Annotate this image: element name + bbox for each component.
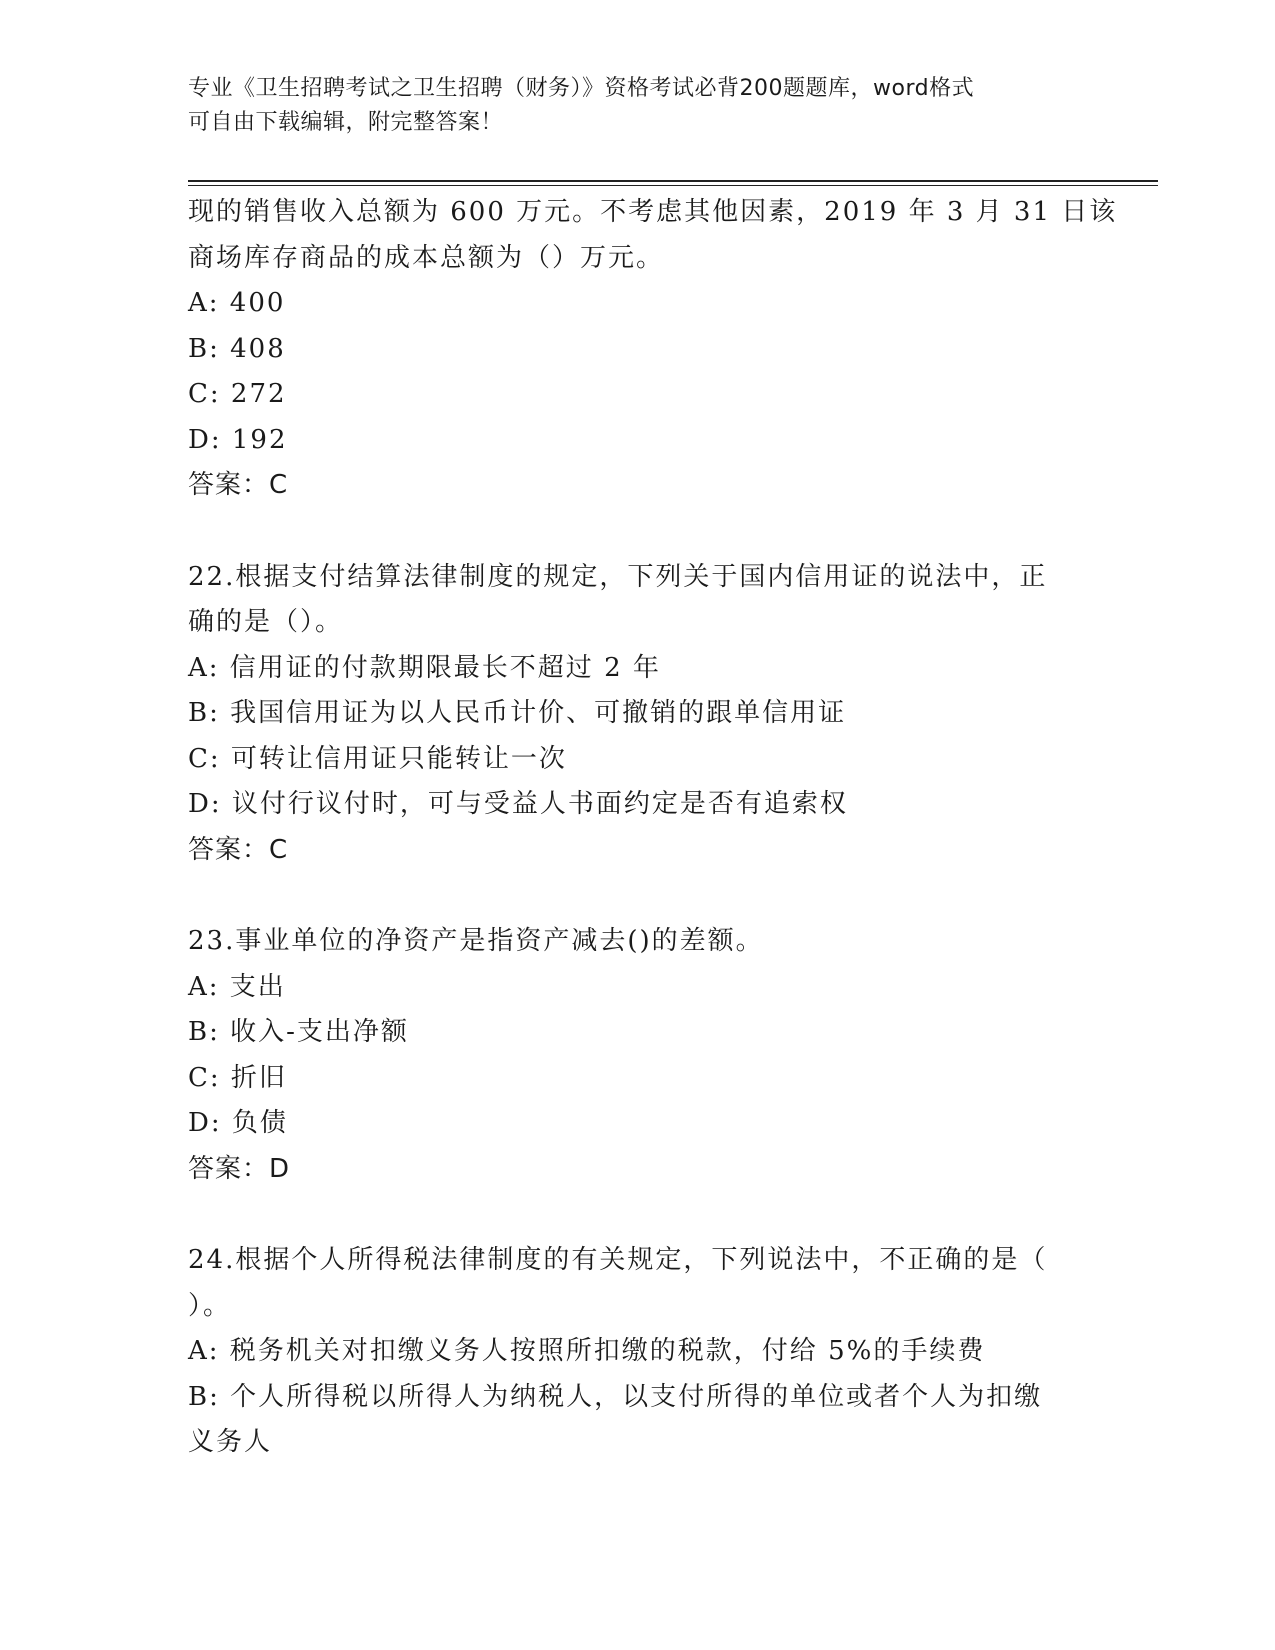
option-b: B: 我国信用证为以人民币计价、可撤销的跟单信用证 — [188, 698, 847, 728]
option-a: A: 400 — [188, 288, 286, 318]
document-header — [188, 72, 1088, 140]
option-a: A: 税务机关对扣缴义务人按照所扣缴的税款，付给 5%的手续费 — [188, 1336, 986, 1366]
option-b-continuation: 义务人 — [188, 1427, 273, 1457]
option-d: D: 议付行议付时，可与受益人书面约定是否有追索权 — [188, 789, 848, 819]
option-d: D: 负债 — [188, 1108, 288, 1138]
question-23 — [188, 919, 1088, 1192]
question-stem-line: 24.根据个人所得税法律制度的有关规定，下列说法中，不正确的是（ — [188, 1245, 1048, 1275]
question-22 — [188, 555, 1088, 874]
question-stem-line: 22.根据支付结算法律制度的规定，下列关于国内信用证的说法中，正 — [188, 561, 1048, 592]
option-b: B: 个人所得税以所得人为纳税人，以支付所得的单位或者个人为扣缴 — [188, 1381, 1043, 1412]
option-b: B: 408 — [188, 333, 286, 364]
answer-line: 答案：C — [188, 834, 289, 865]
question-21 — [188, 190, 1118, 509]
header-line-2: 可自由下载编辑，附完整答案！ — [188, 110, 504, 135]
option-d: D: 192 — [188, 424, 288, 455]
answer-line: 答案：D — [188, 1153, 291, 1184]
question-stem-line: 23.事业单位的净资产是指资产减去()的差额。 — [188, 926, 764, 956]
option-c: C: 折旧 — [188, 1062, 287, 1093]
question-stem-line: ）。 — [188, 1290, 232, 1321]
question-stem-line: 商场库存商品的成本总额为（）万元。 — [188, 242, 665, 273]
question-24 — [188, 1238, 1088, 1466]
option-c: C: 272 — [188, 379, 287, 409]
header-line-1: 专业《卫生招聘考试之卫生招聘（财务）》资格考试必背200题题库，word格式 — [188, 76, 975, 101]
option-c: C: 可转让信用证只能转让一次 — [188, 743, 567, 774]
option-a: A: 信用证的付款期限最长不超过 2 年 — [188, 652, 661, 683]
question-stem-line: 现的销售收入总额为 600 万元。不考虑其他因素，2019 年 3 月 31 日该 — [188, 197, 1118, 227]
question-spacer — [188, 873, 1088, 919]
document-body — [188, 190, 1118, 1466]
answer-line: 答案：C — [188, 470, 289, 500]
option-a: A: 支出 — [188, 971, 286, 1002]
question-spacer — [188, 1192, 1088, 1238]
option-b: B: 收入-支出净额 — [188, 1017, 409, 1047]
question-spacer — [188, 509, 1088, 555]
header-rule-thin — [188, 185, 1158, 186]
question-stem-line: 确的是（）。 — [188, 607, 344, 637]
header-rule-thick — [188, 180, 1158, 182]
